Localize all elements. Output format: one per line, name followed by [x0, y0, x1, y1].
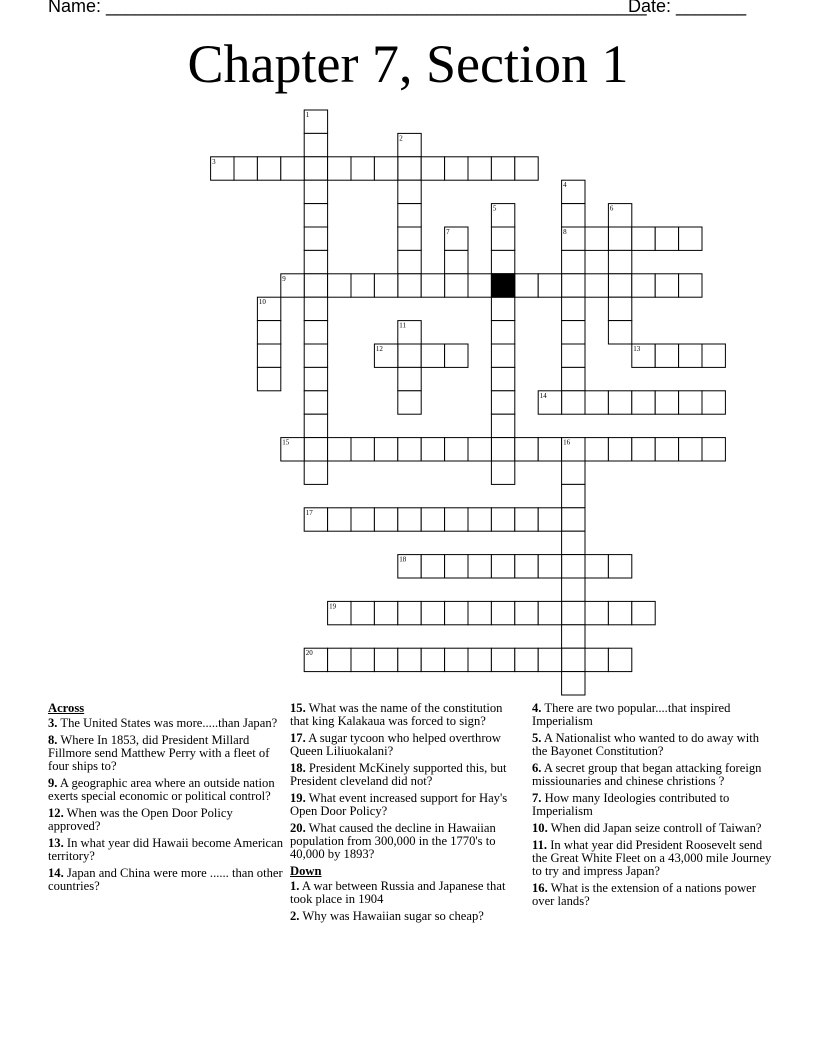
grid-cell[interactable] [679, 344, 702, 367]
grid-cell[interactable] [632, 227, 655, 250]
cell-number-label: 6 [609, 204, 614, 213]
grid-cell[interactable] [608, 601, 631, 624]
grid-cell[interactable] [702, 438, 725, 461]
down-clue-7 [532, 792, 772, 818]
grid-cell[interactable] [328, 508, 351, 531]
grid-cell[interactable] [491, 157, 514, 180]
cell-number-label: 20 [305, 649, 313, 658]
grid-cell[interactable] [491, 367, 514, 390]
across-clue-9 [48, 777, 284, 803]
grid-cell[interactable] [655, 391, 678, 414]
grid-cell[interactable] [491, 321, 514, 344]
grid-cell[interactable] [374, 274, 397, 297]
grid-cell[interactable] [468, 508, 491, 531]
grid-cell[interactable] [538, 274, 561, 297]
grid-cell[interactable] [304, 157, 327, 180]
grid-cell[interactable] [328, 648, 351, 671]
across-clue-17 [290, 732, 524, 758]
grid-cell[interactable] [608, 648, 631, 671]
grid-cell[interactable] [257, 367, 280, 390]
clue-number: 11. [532, 838, 548, 852]
clue-text: President McKinely supported this, but President cleveland did not? [290, 761, 507, 788]
grid-cell[interactable] [304, 250, 327, 273]
clues-column-1 [48, 702, 284, 897]
clue-number: 1. [290, 879, 300, 893]
grid-cell[interactable] [445, 508, 468, 531]
grid-cell[interactable] [491, 438, 514, 461]
grid-cell[interactable] [655, 344, 678, 367]
clue-number: 15. [290, 701, 306, 715]
grid-cell[interactable] [421, 648, 444, 671]
grid-cell[interactable] [211, 157, 234, 180]
grid-cell[interactable] [491, 648, 514, 671]
clue-text: How many Ideologies contributed to Imperialism [532, 791, 730, 818]
grid-cell[interactable] [515, 508, 538, 531]
clue-text: When was the Open Door Policy approved? [48, 806, 233, 833]
grid-cell[interactable] [421, 274, 444, 297]
clue-number: 8. [48, 733, 58, 747]
grid-cell[interactable] [632, 344, 655, 367]
grid-cell[interactable] [304, 321, 327, 344]
grid-cell[interactable] [304, 461, 327, 484]
clue-text: A geographic area where an outside nation exerts special economic or political control? [48, 776, 275, 803]
grid-cell[interactable] [538, 508, 561, 531]
grid-cell[interactable] [421, 157, 444, 180]
grid-cell[interactable] [398, 321, 421, 344]
cell-number-label: 9 [282, 274, 286, 283]
cell-number-label: 4 [563, 181, 567, 190]
clue-number: 16. [532, 881, 548, 895]
clue-number: 3. [48, 716, 58, 730]
clue-text: A secret group that began attacking foreign missiounaries and chinese christions ? [532, 761, 762, 788]
date-field-label: Date: _______ [628, 0, 747, 16]
grid-cell[interactable] [421, 508, 444, 531]
grid-cell[interactable] [562, 367, 585, 390]
grid-cell[interactable] [702, 344, 725, 367]
cell-number-label: 16 [563, 438, 571, 447]
grid-cell[interactable] [281, 274, 304, 297]
grid-cell[interactable] [515, 601, 538, 624]
grid-cell[interactable] [515, 648, 538, 671]
grid-cell[interactable] [398, 204, 421, 227]
grid-cell[interactable] [491, 461, 514, 484]
cell-number-label: 12 [375, 345, 383, 353]
grid-cell[interactable] [374, 648, 397, 671]
grid-cell[interactable] [655, 274, 678, 297]
grid-cell[interactable] [679, 391, 702, 414]
grid-cell[interactable] [679, 227, 702, 250]
grid-cell[interactable] [374, 438, 397, 461]
grid-cell[interactable] [304, 414, 327, 437]
grid-cell[interactable] [304, 204, 327, 227]
grid-cell[interactable] [491, 250, 514, 273]
grid-cell[interactable] [304, 438, 327, 461]
grid-cell[interactable] [538, 438, 561, 461]
cell-number-label: 18 [399, 555, 407, 564]
clue-text: When did Japan seize controll of Taiwan? [547, 821, 762, 835]
cell-number-label: 8 [563, 228, 567, 236]
grid-cell[interactable] [585, 648, 608, 671]
grid-cell[interactable] [468, 555, 491, 578]
grid-cell[interactable] [398, 508, 421, 531]
grid-cell[interactable] [562, 391, 585, 414]
grid-cell[interactable] [585, 274, 608, 297]
grid-cell[interactable] [257, 157, 280, 180]
grid-cell[interactable] [304, 110, 327, 133]
down-clue-5 [532, 732, 772, 758]
grid-cell[interactable] [538, 601, 561, 624]
grid-cell[interactable] [632, 601, 655, 624]
grid-cell[interactable] [328, 601, 351, 624]
grid-cell[interactable] [304, 391, 327, 414]
grid-cell[interactable] [398, 648, 421, 671]
clue-text: In what year did Hawaii become American territory? [48, 836, 284, 863]
clue-text: There are two popular....that inspired Imperialism [532, 701, 731, 728]
grid-cell[interactable] [234, 157, 257, 180]
grid-cell[interactable] [585, 601, 608, 624]
grid-cell[interactable] [304, 508, 327, 531]
grid-cell[interactable] [585, 227, 608, 250]
grid-cell[interactable] [515, 555, 538, 578]
grid-cell[interactable] [421, 555, 444, 578]
across-clue-13 [48, 837, 284, 863]
grid-cell[interactable] [281, 438, 304, 461]
grid-cell[interactable] [304, 297, 327, 320]
grid-cell[interactable] [374, 601, 397, 624]
grid-cell[interactable] [562, 648, 585, 671]
cell-number-label: 10 [258, 298, 266, 307]
grid-cell[interactable] [608, 204, 631, 227]
grid-cell[interactable] [491, 414, 514, 437]
grid-cell[interactable] [351, 157, 374, 180]
grid-cell[interactable] [398, 227, 421, 250]
grid-cell[interactable] [608, 250, 631, 273]
grid-cell[interactable] [702, 391, 725, 414]
grid-cell[interactable] [491, 297, 514, 320]
across-clue-8 [48, 734, 284, 773]
grid-cell[interactable] [515, 274, 538, 297]
grid-cell[interactable] [398, 391, 421, 414]
page-title: Chapter 7, Section 1 [187, 34, 629, 94]
clue-number: 20. [290, 821, 306, 835]
across-clue-19 [290, 792, 524, 818]
clue-number: 6. [532, 761, 542, 775]
cell-number-label: 5 [492, 204, 497, 213]
grid-cell[interactable] [468, 157, 491, 180]
cell-number-label: 7 [446, 228, 450, 236]
clue-text: The United States was more.....than Japan? [57, 716, 278, 730]
cell-number-label: 1 [305, 111, 310, 119]
grid-cell[interactable] [445, 157, 468, 180]
grid-cell[interactable] [374, 344, 397, 367]
grid-cell[interactable] [632, 391, 655, 414]
grid-cell[interactable] [608, 274, 631, 297]
grid-cell[interactable] [445, 601, 468, 624]
across-clue-15 [290, 702, 524, 728]
grid-cell[interactable] [491, 274, 514, 297]
grid-cell[interactable] [585, 391, 608, 414]
grid-cell[interactable] [374, 157, 397, 180]
grid-cell[interactable] [608, 391, 631, 414]
grid-cell[interactable] [257, 297, 280, 320]
cell-number-label: 13 [633, 345, 641, 353]
grid-cell[interactable] [655, 227, 678, 250]
down-clue-10 [532, 822, 772, 835]
grid-cell[interactable] [398, 250, 421, 273]
across-clue-12 [48, 807, 284, 833]
cell-number-label: 2 [399, 134, 403, 143]
grid-cell[interactable] [421, 344, 444, 367]
grid-cell[interactable] [538, 648, 561, 671]
grid-cell[interactable] [351, 648, 374, 671]
grid-cell[interactable] [608, 438, 631, 461]
clue-text: Where In 1853, did President Millard Fillmore send Matthew Perry with a fleet of four ships to? [48, 733, 270, 773]
grid-cell[interactable] [655, 438, 678, 461]
clue-number: 18. [290, 761, 306, 775]
grid-cell[interactable] [445, 344, 468, 367]
grid-cell[interactable] [398, 438, 421, 461]
grid-cell[interactable] [491, 344, 514, 367]
cell-number-label: 3 [212, 157, 216, 166]
grid-cell[interactable] [398, 344, 421, 367]
down-clue-4 [532, 702, 772, 728]
grid-cell[interactable] [445, 250, 468, 273]
grid-cell[interactable] [632, 274, 655, 297]
clue-text: A war between Russia and Japanese that took place in 1904 [290, 879, 506, 906]
grid-cell[interactable] [351, 274, 374, 297]
grid-cell[interactable] [679, 274, 702, 297]
grid-cell[interactable] [538, 555, 561, 578]
clue-number: 14. [48, 866, 64, 880]
clue-text: Why was Hawaiian sugar so cheap? [299, 909, 484, 923]
down-clue-6 [532, 762, 772, 788]
grid-cell[interactable] [304, 648, 327, 671]
grid-cell[interactable] [562, 204, 585, 227]
grid-cell[interactable] [562, 250, 585, 273]
across-clue-3 [48, 717, 284, 730]
across-clue-20 [290, 822, 524, 861]
grid-cell[interactable] [562, 531, 585, 554]
grid-cell[interactable] [304, 133, 327, 156]
grid-cell[interactable] [562, 672, 585, 695]
clue-text: What is the extension of a nations power over lands? [532, 881, 756, 908]
grid-cell[interactable] [304, 344, 327, 367]
grid-cell[interactable] [562, 461, 585, 484]
across-clue-18 [290, 762, 524, 788]
grid-cell[interactable] [562, 297, 585, 320]
grid-cell[interactable] [562, 180, 585, 203]
grid-cell[interactable] [398, 274, 421, 297]
grid-cell[interactable] [445, 274, 468, 297]
grid-cell[interactable] [445, 555, 468, 578]
grid-cell[interactable] [562, 484, 585, 507]
grid-cell[interactable] [304, 227, 327, 250]
grid-cell[interactable] [562, 438, 585, 461]
grid-cell[interactable] [304, 180, 327, 203]
grid-cell[interactable] [562, 274, 585, 297]
grid-cell[interactable] [562, 555, 585, 578]
grid-cell[interactable] [562, 321, 585, 344]
grid-cell[interactable] [515, 438, 538, 461]
clue-number: 4. [532, 701, 542, 715]
down-clue-1 [290, 880, 524, 906]
grid-cell[interactable] [351, 508, 374, 531]
grid-cell[interactable] [304, 274, 327, 297]
clue-number: 2. [290, 909, 300, 923]
clue-text: What caused the decline in Hawaiian population from 300,000 in the 1770's to 40,000 by 1893? [290, 821, 496, 861]
grid-cell[interactable] [398, 367, 421, 390]
grid-cell[interactable] [679, 438, 702, 461]
clue-number: 17. [290, 731, 306, 745]
grid-cell[interactable] [562, 508, 585, 531]
grid-cell[interactable] [445, 227, 468, 250]
clue-number: 7. [532, 791, 542, 805]
grid-cell[interactable] [351, 601, 374, 624]
grid-cell[interactable] [515, 157, 538, 180]
grid-cell[interactable] [491, 508, 514, 531]
grid-cell[interactable] [585, 438, 608, 461]
down-clue-2 [290, 910, 524, 923]
cell-number-label: 14 [539, 391, 547, 400]
grid-cell[interactable] [421, 601, 444, 624]
grid-cell[interactable] [491, 227, 514, 250]
grid-cell[interactable] [632, 438, 655, 461]
grid-cell[interactable] [398, 555, 421, 578]
grid-cell[interactable] [468, 438, 491, 461]
grid-cell[interactable] [398, 601, 421, 624]
grid-cell[interactable] [328, 274, 351, 297]
clue-text: What was the name of the constitution that king Kalakaua was forced to sign? [290, 701, 503, 728]
clue-text: Japan and China were more ...... than other countries? [48, 866, 283, 893]
grid-cell[interactable] [398, 133, 421, 156]
grid-cell[interactable] [608, 555, 631, 578]
cell-number-label: 17 [305, 508, 313, 517]
grid-cell[interactable] [304, 367, 327, 390]
clue-number: 12. [48, 806, 64, 820]
across-clue-14 [48, 867, 284, 893]
grid-cell[interactable] [328, 157, 351, 180]
grid-cell[interactable] [257, 344, 280, 367]
clue-number: 10. [532, 821, 548, 835]
down-clue-16 [532, 882, 772, 908]
grid-cell[interactable] [257, 321, 280, 344]
clue-number: 5. [532, 731, 542, 745]
grid-cell[interactable] [445, 648, 468, 671]
grid-cell[interactable] [281, 157, 304, 180]
cell-number-label: 11 [399, 321, 407, 330]
grid-cell[interactable] [491, 204, 514, 227]
down-heading: Down [290, 864, 322, 878]
clue-text: A Nationalist who wanted to do away with the Bayonet Constitution? [532, 731, 760, 758]
grid-cell[interactable] [491, 391, 514, 414]
grid-cell[interactable] [351, 438, 374, 461]
clue-text: A sugar tycoon who helped overthrow Queen Liliuokalani? [290, 731, 501, 758]
across-heading: Across [48, 701, 85, 715]
grid-cell[interactable] [538, 391, 561, 414]
grid-cell[interactable] [398, 180, 421, 203]
grid-cell[interactable] [608, 321, 631, 344]
grid-cell[interactable] [468, 648, 491, 671]
clue-number: 13. [48, 836, 64, 850]
clue-number: 19. [290, 791, 306, 805]
grid-cell[interactable] [562, 601, 585, 624]
down-clue-11 [532, 839, 772, 878]
grid-cell[interactable] [421, 438, 444, 461]
clue-text: In what year did President Roosevelt send the Great White Fleet on a 43,000 mile Journey to try and impress Japan? [532, 838, 772, 878]
grid-cell[interactable] [608, 227, 631, 250]
grid-cell[interactable] [608, 297, 631, 320]
clues-column-3 [532, 702, 772, 912]
grid-cell[interactable] [562, 227, 585, 250]
grid-cell[interactable] [562, 625, 585, 648]
clue-text: What event increased support for Hay's Open Door Policy? [290, 791, 508, 818]
grid-cell[interactable] [468, 274, 491, 297]
cell-number-label: 19 [329, 602, 337, 611]
grid-cell[interactable] [491, 601, 514, 624]
grid-cell[interactable] [398, 157, 421, 180]
grid-cell[interactable] [491, 555, 514, 578]
cell-number-label: 15 [282, 438, 290, 447]
grid-cell[interactable] [328, 438, 351, 461]
clue-number: 9. [48, 776, 58, 790]
grid-cell[interactable] [562, 578, 585, 601]
name-field-label: Name: ______________________________________________________ [48, 0, 647, 16]
clues-column-2 [290, 702, 524, 927]
grid-cell[interactable] [445, 438, 468, 461]
grid-cell[interactable] [374, 508, 397, 531]
grid-cell[interactable] [468, 601, 491, 624]
grid-cell[interactable] [585, 555, 608, 578]
grid-cell[interactable] [562, 344, 585, 367]
